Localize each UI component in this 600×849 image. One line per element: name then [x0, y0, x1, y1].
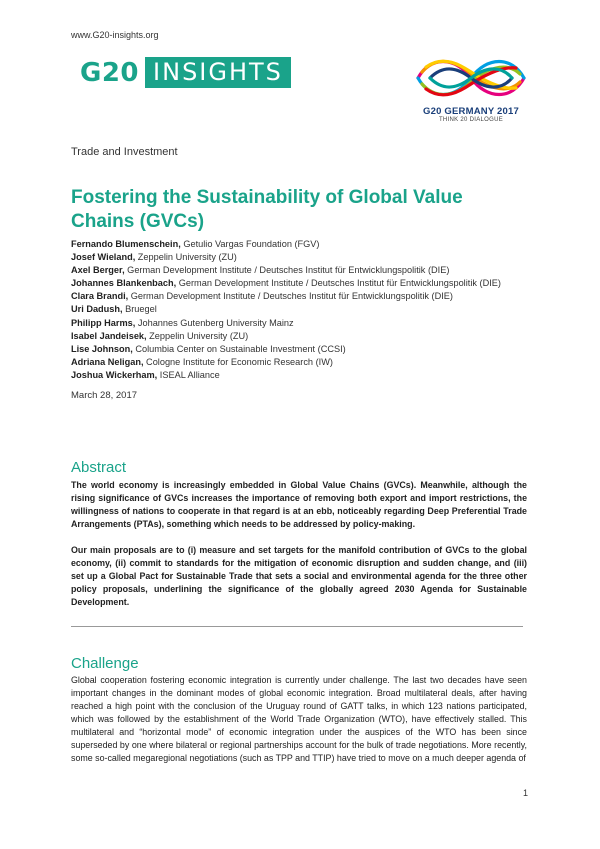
abstract-paragraph-1: The world economy is increasingly embedded in Global Value Chains (GVCs). Meanwhile, although the rising significance of GVCs increases the importance of removing both export and import restrictions, the willingness of nations to cooperate in that regard is at an ebb, noticeably regarding Deep Preferential Trade Arrangements (PTAs), something which needs to be addressed by policy-making.	[71, 480, 527, 529]
author-name: Adriana Neligan,	[71, 356, 144, 367]
author-name: Clara Brandi,	[71, 291, 129, 302]
author-affiliation: Columbia Center on Sustainable Investment (CCSI)	[132, 343, 346, 354]
section-tag: Trade and Investment	[71, 146, 178, 158]
logo-g20-text: G20	[80, 57, 140, 88]
author-entry	[71, 356, 531, 369]
author-entry	[71, 343, 531, 356]
logo-insights-text: INSIGHTS	[145, 57, 291, 88]
section-divider	[71, 626, 523, 627]
author-name: Josef Wieland,	[71, 252, 136, 263]
author-affiliation: Bruegel	[122, 304, 157, 315]
author-affiliation: Getulio Vargas Foundation (FGV)	[180, 239, 320, 249]
author-affiliation: German Development Institute / Deutsches Institut für Entwicklungspolitik (DIE)	[176, 278, 501, 289]
author-entry	[71, 264, 531, 277]
abstract-heading: Abstract	[71, 459, 127, 476]
author-name: Johannes Blankenbach,	[71, 278, 177, 289]
author-affiliation: Zeppelin University (ZU)	[135, 252, 237, 263]
author-entry	[71, 290, 531, 303]
page-title: Fostering the Sustainability of Global Value Chains (GVCs)	[71, 187, 463, 232]
author-list	[71, 238, 531, 382]
g20-germany-logo	[410, 52, 532, 123]
page-number: 1	[523, 788, 529, 798]
g20-germany-title: G20 GERMANY 2017	[423, 106, 519, 117]
author-entry	[71, 317, 531, 330]
think20-subtitle: THINK 20 DIALOGUE	[438, 117, 504, 123]
author-affiliation: German Development Institute / Deutsches Institut für Entwicklungspolitik (DIE)	[124, 265, 450, 276]
abstract-paragraph-2: Our main proposals are to (i) measure and set targets for the manifold contribution of GVCs to the global economy, (ii) commit to standards for the mitigation of economic disruption and sudden change, and (iii) set up a Global Pact for Sustainable Trade that sets a social and environmental agenda for the three other policy proposals, underlining the significance of the globally agreed 2030 Agenda for Sustainable Development.	[71, 545, 527, 607]
author-entry	[71, 303, 531, 316]
challenge-paragraph: Global cooperation fostering economic integration is currently under challenge. The last two decades have seen important changes in the dominant modes of global economic integration. Broad multilateral deals, after having reached a high point with the conclusion of the Uruguay round of GATT talks, in which 123 nations participated, which was followed by the establishment of the World Trade Organization (WTO), have effectively stalled. This multilateral and “horizontal mode” of economic integration under the auspices of the WTO has been since superseded by one where bilateral or regional partnerships account for the bulk of trade negotiations. More recently, some so-called megaregional negotiations (such as TPP and TTIP) have tried to move on a much deeper agenda of	[71, 675, 527, 763]
author-name: Uri Dadush,	[71, 304, 123, 315]
g20-insights-logo	[80, 57, 291, 88]
publication-date: March 28, 2017	[71, 390, 138, 401]
author-affiliation: German Development Institute / Deutsches Institut für Entwicklungspolitik (DIE)	[128, 291, 453, 302]
website-url: www.G20-insights.org	[71, 30, 159, 40]
author-name: Joshua Wickerham,	[71, 369, 158, 380]
g20-knot-icon	[410, 52, 532, 104]
author-name: Lise Johnson,	[71, 343, 133, 354]
author-entry	[71, 330, 531, 343]
author-entry	[71, 251, 531, 264]
author-name: Fernando Blumenschein,	[71, 239, 181, 249]
author-entry	[71, 277, 531, 290]
author-name: Axel Berger,	[71, 265, 125, 276]
author-affiliation: Johannes Gutenberg University Mainz	[135, 317, 294, 328]
author-affiliation: ISEAL Alliance	[157, 369, 220, 380]
author-entry	[71, 238, 531, 251]
author-entry	[71, 369, 531, 382]
author-affiliation: Zeppelin University (ZU)	[146, 330, 249, 341]
challenge-heading: Challenge	[71, 655, 139, 672]
author-name: Isabel Jandeisek,	[71, 330, 147, 341]
author-affiliation: Cologne Institute for Economic Research (IW)	[143, 356, 333, 367]
author-name: Philipp Harms,	[71, 317, 136, 328]
